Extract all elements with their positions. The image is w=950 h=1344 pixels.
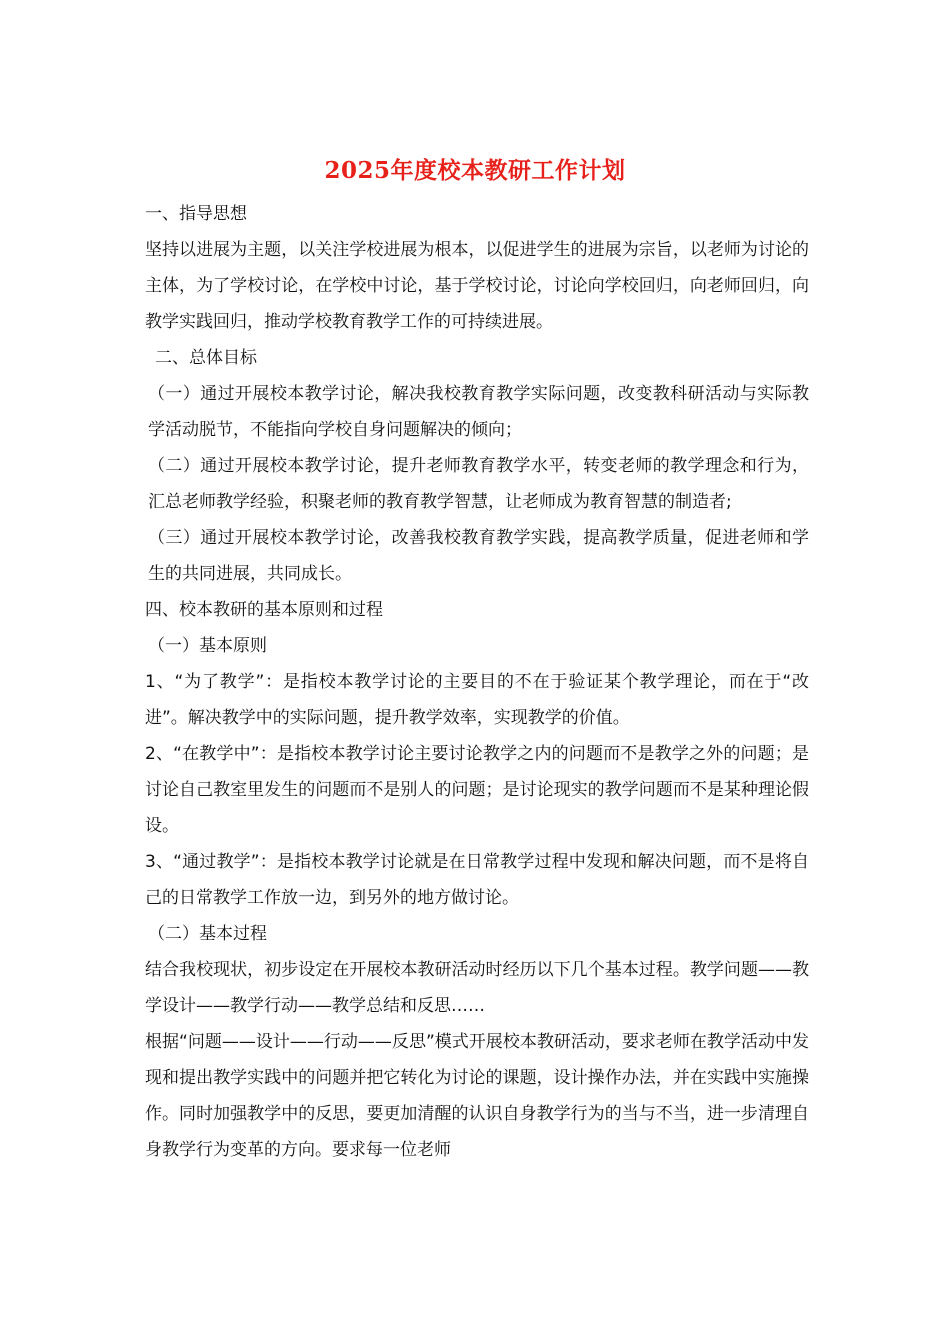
paragraph: （一）通过开展校本教学讨论，解决我校教育教学实际问题，改变教科研活动与实际教学活动脱节，不能指向学校自身问题解决的倾向； xyxy=(148,384,809,440)
document-body xyxy=(145,196,809,1168)
section-heading: 二、总体目标 xyxy=(155,348,257,368)
subsection-heading: （二）基本过程 xyxy=(148,924,267,944)
document-title: 2025年度校本教研工作计划 xyxy=(324,157,626,184)
paragraph: 根据“问题——设计——行动——反思”模式开展校本教研活动，要求老师在教学活动中发现和提出教学实践中的问题并把它转化为讨论的课题，设计操作办法，并在实践中实施操作。同时加强教学中的反思，要更加清醒的认识自身教学行为的当与不当，进一步清理自身教学行为变革的方向。要求每一位老师 xyxy=(145,1032,809,1160)
paragraph: 结合我校现状，初步设定在开展校本教研活动时经历以下几个基本过程。教学问题——教学设计——教学行动——教学总结和反思…… xyxy=(145,960,809,1016)
paragraph: （三）通过开展校本教学讨论，改善我校教育教学实践，提高教学质量，促进老师和学生的共同进展，共同成长。 xyxy=(148,528,809,584)
paragraph: 3、“通过教学”：是指校本教学讨论就是在日常教学过程中发现和解决问题，而不是将自己的日常教学工作放一边，到另外的地方做讨论。 xyxy=(145,852,809,908)
subsection-heading: （一）基本原则 xyxy=(148,636,267,656)
paragraph: 2、“在教学中”：是指校本教学讨论主要讨论教学之内的问题而不是教学之外的问题；是讨论自己教室里发生的问题而不是别人的问题；是讨论现实的教学问题而不是某种理论假设。 xyxy=(145,744,809,836)
paragraph: 坚持以进展为主题，以关注学校进展为根本，以促进学生的进展为宗旨，以老师为讨论的主体，为了学校讨论，在学校中讨论，基于学校讨论，讨论向学校回归，向老师回归，向教学实践回归，推动学校教育教学工作的可持续进展。 xyxy=(145,240,809,332)
section-heading: 一、指导思想 xyxy=(145,204,247,224)
paragraph: 1、“为了教学”：是指校本教学讨论的主要目的不在于验证某个教学理论，而在于“改进”。解决教学中的实际问题，提升教学效率，实现教学的价值。 xyxy=(145,672,809,728)
section-heading: 四、校本教研的基本原则和过程 xyxy=(145,600,383,620)
paragraph: （二）通过开展校本教学讨论，提升老师教育教学水平，转变老师的教学理念和行为，汇总老师教学经验，积聚老师的教育教学智慧，让老师成为教育智慧的制造者; xyxy=(148,456,809,512)
